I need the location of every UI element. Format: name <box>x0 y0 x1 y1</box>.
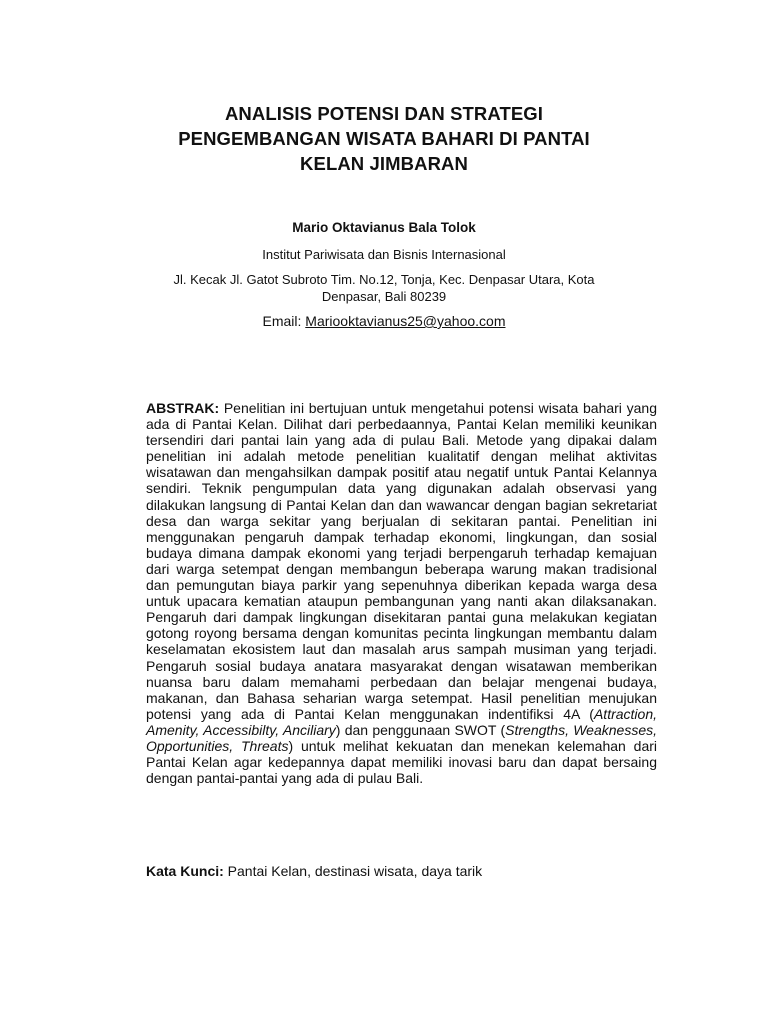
email-link[interactable]: Mariooktavianus25@yahoo.com <box>305 313 506 329</box>
abstract-paragraph <box>146 400 657 786</box>
abstract-text-3: ) untuk melihat kekuatan dan menekan kelemahan dari Pantai Kelan agar kedepannya dapat memiliki inovasi baru dan dapat bersaing dengan pantai-pantai yang ada di pulau Bali. <box>146 737 658 787</box>
abstract-text-2: ) dan penggunaan SWOT ( <box>335 721 506 738</box>
paper-title-line-3: KELAN JIMBARAN <box>300 153 468 174</box>
abstract-italic-4a: Attraction, Amenity, Accessibilty, Anciliary <box>146 705 657 738</box>
address-line-2: Denpasar, Bali 80239 <box>321 289 447 304</box>
author-email <box>0 312 768 330</box>
paper-title <box>120 101 648 176</box>
address-line-1: Jl. Kecak Jl. Gatot Subroto Tim. No.12, Tonja, Kec. Denpasar Utara, Kota <box>173 272 595 287</box>
keywords-paragraph <box>146 862 657 880</box>
abstract-italic-swot: Strengths, Weaknesses, Opportunities, Threats <box>146 721 657 754</box>
author-name: Mario Oktavianus Bala Tolok <box>292 220 476 235</box>
keywords-label: Kata Kunci: <box>146 863 224 879</box>
paper-title-line-2: PENGEMBANGAN WISATA BAHARI DI PANTAI <box>178 128 590 149</box>
abstract-label: ABSTRAK: <box>146 400 220 416</box>
author-institution: Institut Pariwisata dan Bisnis Internasional <box>262 247 506 262</box>
institution-address <box>150 271 618 305</box>
abstract-text-1: Penelitian ini bertujuan untuk mengetahui potensi wisata bahari yang ada di Pantai Kelan. Dilihat dari perbedaannya, Pantai Kelan memiliki keunikan tersendiri dari pantai lain yang ada di pulau Bali. Metode yang dipakai dalam penelitian ini adalah metode penelitian kualitatif dengan melihat aktivitas wisatawan dan mengahsilkan dampak positif atau negatif untuk Pantai Kelannya sendiri. Teknik pengumpulan data yang digunakan adalah observasi yang dilakukan langsung di Pantai Kelan dan dan wawancar dengan bagian sekretariat desa dan warga sekitar yang berjualan di sekitaran pantai. Penelitian ini menggunakan pengaruh dampak terhadap ekonomi, lingkungan, dan sosial budaya dimana dampak ekonomi yang terjadi berpengaruh terhadap kemajuan dari warga setempat dengan membangun beberapa warung makan tradisional dan pemungutan biaya parkir yang sepenuhnya diberikan kepada warga desa untuk upacara kematian ataupun pembangunan yang nanti akan dilaksanakan. Pengaruh dari dampak lingkungan disekitaran pantai guna melakukan kegiatan gotong royong bersama dengan komunitas pecinta lingkungan membantu dalam keselamatan ekosistem laut dan masalah arus sampah musiman yang terjadi. Pengaruh sosial budaya anatara masyarakat dengan wisatawan memberikan nuansa baru dalam memahami perbedaan dan belajar mengenai budaya, makanan, dan Bahasa seharian warga setempat. Hasil penelitian menujukan potensi yang ada di Pantai Kelan menggunakan indentifiksi 4A ( <box>146 400 657 722</box>
keywords-text: Pantai Kelan, destinasi wisata, daya tarik <box>223 863 483 879</box>
paper-title-line-1: ANALISIS POTENSI DAN STRATEGI <box>224 103 544 124</box>
email-label: Email: <box>262 313 306 329</box>
